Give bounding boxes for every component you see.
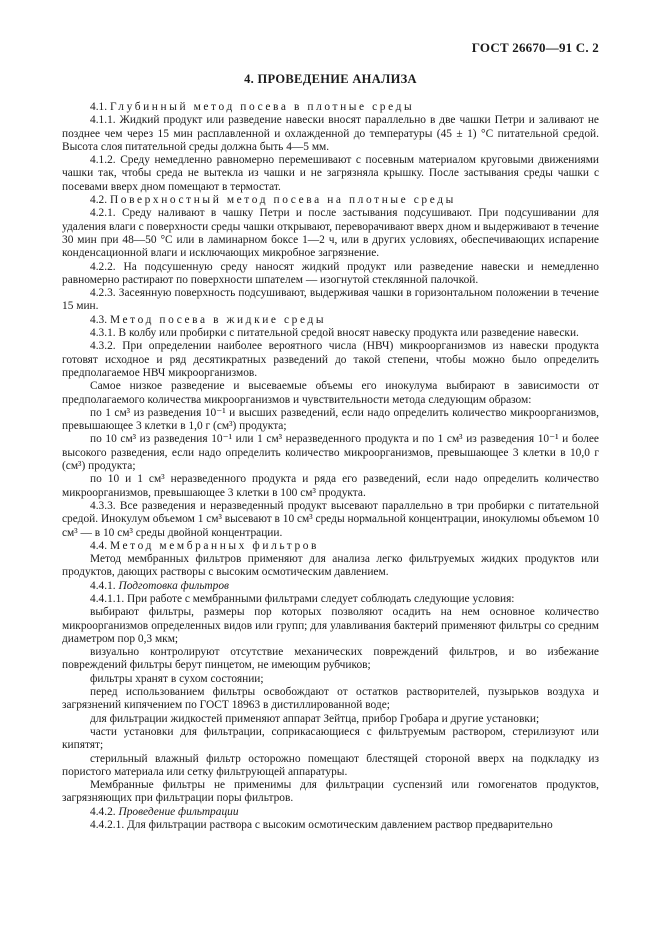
clause-number: 4.4. — [90, 539, 108, 552]
subsection-heading — [62, 314, 599, 327]
clause-number: 4.3.3. — [90, 499, 116, 512]
document-body — [62, 101, 599, 832]
paragraph-text: Все разведения и неразведенный продукт высевают параллельно в три пробирки с питательной средой. Инокулум объемом 1 см³ высевают в 10 см³ среды нормальной концентрации, инокулюмы объемом 10 см³ — в 10 см³ среды двойной концентрации. — [62, 499, 600, 539]
clause-number: 4.1.2. — [90, 154, 116, 167]
list-item: фильтры хранят в сухом состоянии; — [90, 672, 264, 685]
list-item: перед использованием фильтры освобождают от остатков растворителей, пузырьков воздуха и загрязнений кипячением по ГОСТ 18963 в дистиллированной воде; — [62, 686, 599, 712]
paragraph-text: Среду наливают в чашку Петри и после застывания подсушивают. При подсушивании для удаления влаги с поверхности среды чашки открывают, переворачивают вверх дном и выдерживают в течение 30 мин при 48—50 °С или в ламинарном боксе 1—2 ч, или в других условиях, обеспечивающих испарение конденсационной влаги и исключающих микробное загрязнение. — [62, 207, 599, 260]
list-item: визуально контролируют отсутствие механических повреждений фильтров, и во избежание повреждений фильтры берут пинцетом, не имеющим рубчиков; — [62, 646, 599, 672]
clause-number: 4.4.2. — [90, 805, 116, 818]
subsection-heading — [62, 194, 599, 207]
paragraph-text: На подсушенную среду наносят жидкий продукт или разведение навески и немедленно равномерно растирают по поверхности шпателем — изогнутой стеклянной палочкой. — [62, 260, 599, 286]
list-item: стерильный влажный фильтр осторожно помещают блестящей стороной вверх на подкладку из пористого материала или сетку фильтрующей аппаратуры. — [62, 752, 599, 778]
clause-number: 4.1. — [90, 101, 108, 113]
paragraph — [62, 819, 599, 832]
clause-number: 4.2. — [90, 194, 108, 207]
clause-number: 4.4.1. — [90, 579, 116, 592]
section-title: 4. ПРОВЕДЕНИЕ АНАЛИЗА — [244, 72, 417, 86]
clause-number: 4.1.1. — [90, 114, 116, 127]
clause-number: 4.3. — [90, 313, 108, 326]
list-item: части установки для фильтрации, соприкасающиеся с фильтруемым раствором, стерилизуют или кипятят; — [62, 725, 599, 752]
heading-text: Поверхностный метод посева на плотные среды — [109, 194, 456, 207]
subsection-heading — [62, 580, 599, 593]
subsection-heading — [62, 540, 599, 553]
paragraph — [62, 327, 599, 340]
paragraph-text: В колбу или пробирки с питательной средой вносят навеску продукта или разведение навески. — [118, 327, 579, 340]
list-item: по 10 и 1 см³ неразведенного продукта и ряда его разведений, если надо определить количество микроорганизмов, превышающее 3 клетки в 100 см³ продукта. — [62, 473, 599, 499]
paragraph-text: Среду немедленно равномерно перемешивают с посевным материалом круговыми движениями чашки так, чтобы среда не вытекла из чашки и не загрязняла крышку. После застывания среды чашки с посевами вверх дном помещают в термостат. — [62, 154, 599, 193]
paragraph-text: Засеянную поверхность подсушивают, выдерживая чашки в горизонтальном положении в течение 15 мин. — [62, 287, 599, 313]
paragraph — [62, 114, 599, 154]
paragraph — [62, 287, 599, 314]
clause-number: 4.3.2. — [90, 340, 116, 353]
paragraph — [62, 593, 599, 606]
page-header: ГОСТ 26670—91 С. 2 — [471, 40, 599, 55]
heading-text: Метод посева в жидкие среды — [109, 313, 327, 326]
list-item: выбирают фильтры, размеры пор которых позволяют осадить на нем основное количество микроорганизмов определенных видов или групп; для улавливания бактерий применяют фильтры со средним диаметром пор 0,3 мкм; — [62, 606, 599, 645]
clause-number: 4.4.1.1. — [90, 592, 125, 605]
list-item: по 10 см³ из разведения 10⁻¹ или 1 см³ неразведенного продукта и по 1 см³ из разведения 10⁻¹ и более высокого разведения, если надо определить количество микроорганизмов, превышающее 3 клетки в 10,0 г (см³) продукта; — [62, 433, 599, 473]
paragraph: Самое низкое разведение и высеваемые объемы его инокулума выбирают в зависимости от предполагаемого количества микроорганизмов и чувствительности метода следующим образом: — [62, 380, 599, 406]
paragraph: Метод мембранных фильтров применяют для анализа легко фильтруемых жидких продуктов или продуктов, дающих растворы с высоким осмотическим давлением. — [62, 553, 599, 579]
paragraph-text: Для фильтрации раствора с высоким осмотическим давлением раствор предварительно — [127, 819, 553, 832]
clause-number: 4.4.2.1. — [90, 819, 125, 832]
paragraph — [62, 500, 599, 540]
paragraph — [62, 207, 599, 260]
paragraph — [62, 261, 599, 288]
clause-number: 4.2.1. — [90, 207, 116, 220]
subsection-heading — [62, 806, 599, 819]
paragraph: Мембранные фильтры не применимы для фильтрации суспензий или гомогенатов продуктов, загрязняющих при фильтрации поры фильтров. — [62, 779, 599, 805]
clause-number: 4.2.3. — [90, 287, 116, 300]
list-item: для фильтрации жидкостей применяют аппарат Зейтца, прибор Гробара и другие установки; — [90, 712, 540, 725]
paragraph — [62, 340, 599, 380]
list-item: по 1 см³ из разведения 10⁻¹ и высших разведений, если надо определить количество микроорганизмов, превышающее 3 клетки в 1,0 г (см³) продукта; — [62, 406, 599, 433]
clause-number: 4.2.2. — [90, 260, 116, 273]
heading-text: Глубинный метод посева в плотные среды — [109, 101, 415, 113]
heading-text: Подготовка фильтров — [118, 579, 229, 592]
paragraph — [62, 154, 599, 194]
paragraph-text: При работе с мембранными фильтрами следует соблюдать следующие условия: — [127, 592, 515, 605]
subsection-heading — [62, 101, 599, 114]
heading-text: Проведение фильтрации — [118, 805, 239, 818]
paragraph-text: При определении наиболее вероятного числа (НВЧ) микроорганизмов из навески продукта готовят исходное и ряд десятикратных разведений до такой степени, чтобы можно было определить предполагаемое НВЧ микроорганизмов. — [62, 340, 599, 379]
paragraph-text: Жидкий продукт или разведение навески вносят параллельно в две чашки Петри и заливают не позднее чем через 15 мин расплавленной и охлажденной до температуры (45 ± 1) °С питательной средой. Высота слоя питательной среды должна быть 4—5 мм. — [62, 114, 599, 153]
clause-number: 4.3.1. — [90, 327, 116, 340]
heading-text: Метод мембранных фильтров — [109, 539, 320, 552]
